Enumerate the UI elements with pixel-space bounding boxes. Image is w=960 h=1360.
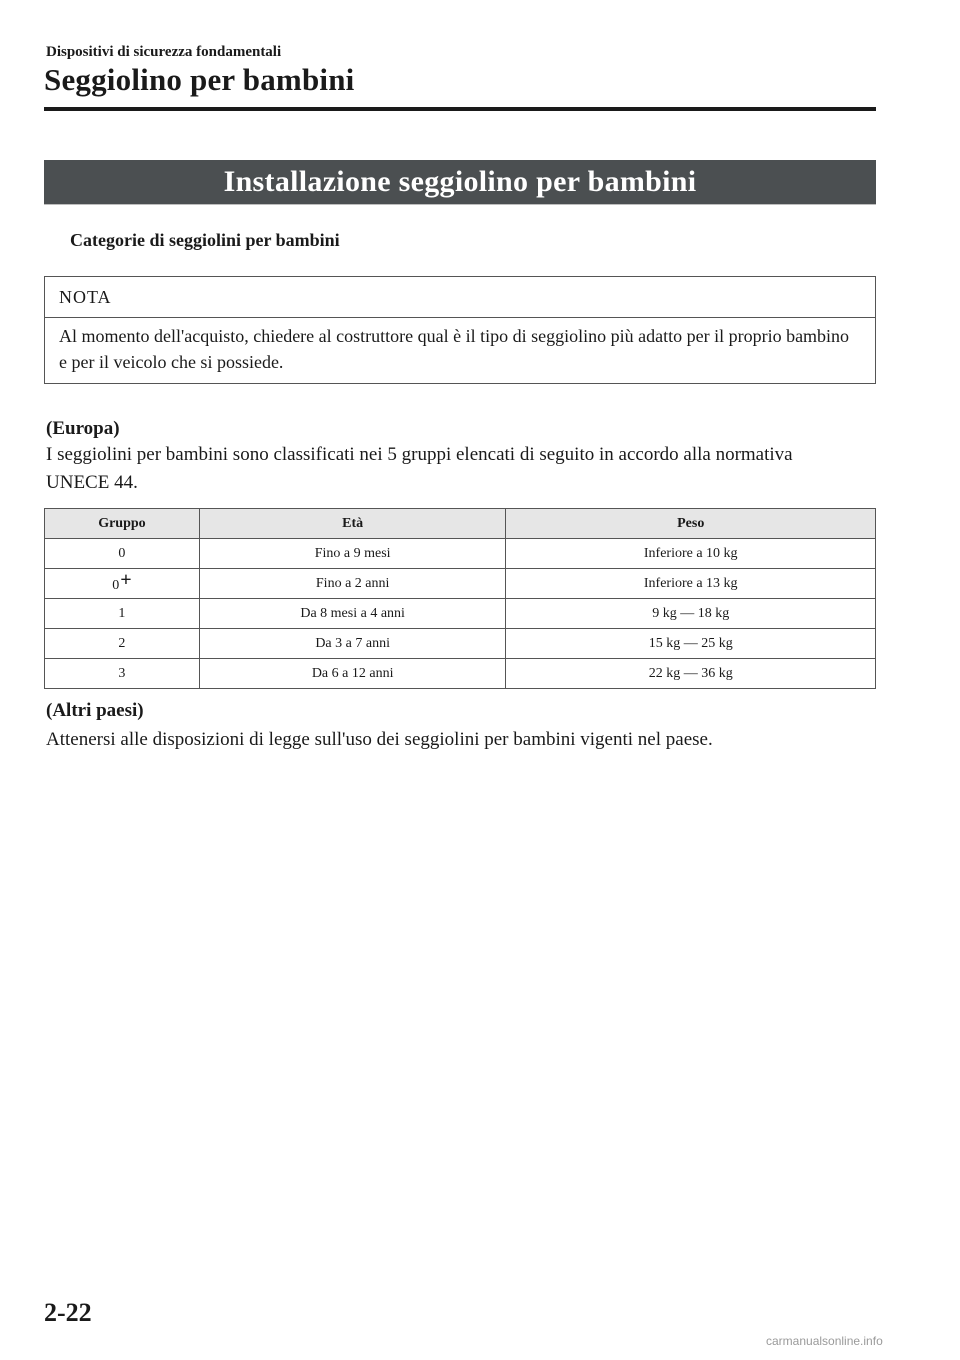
other-countries-text: Attenersi alle disposizioni di legge sull'uso dei seggiolini per bambini vigenti nel paese. (46, 729, 713, 750)
cell-gruppo: 1 (45, 599, 200, 629)
table-row (45, 599, 876, 629)
cell-eta: Fino a 2 anni (199, 569, 506, 599)
table-row (45, 569, 876, 599)
section-label: Dispositivi di sicurezza fondamentali (46, 44, 282, 60)
child-seat-groups-table (44, 508, 876, 689)
cell-eta: Fino a 9 mesi (199, 539, 506, 569)
cell-peso: Inferiore a 13 kg (506, 569, 876, 599)
page-number: 2-22 (44, 1298, 92, 1327)
table-row (45, 659, 876, 689)
note-text: Al momento dell'acquisto, chiedere al costruttore qual è il tipo di seggiolino più adatto per il proprio bambino e per il veicolo che si possiede. (59, 326, 850, 372)
cell-gruppo (45, 569, 200, 599)
note-title: NOTA (59, 287, 112, 307)
other-countries-heading: (Altri paesi) (46, 700, 144, 721)
cell-peso: Inferiore a 10 kg (506, 539, 876, 569)
table-row (45, 629, 876, 659)
subheading: Categorie di seggiolini per bambini (70, 230, 340, 250)
cell-eta: Da 8 mesi a 4 anni (199, 599, 506, 629)
cell-eta: Da 6 a 12 anni (199, 659, 506, 689)
title-rule (44, 107, 876, 111)
europe-heading: (Europa) (46, 418, 120, 439)
cell-peso: 15 kg — 25 kg (506, 629, 876, 659)
europe-text: I seggiolini per bambini sono classificati nei 5 gruppi elencati di seguito in accordo alla normativa UNECE 44. (46, 444, 793, 493)
section-banner (44, 160, 876, 205)
plus-icon: + (120, 569, 132, 591)
cell-peso: 9 kg — 18 kg (506, 599, 876, 629)
column-header-eta: Età (199, 509, 506, 539)
note-divider (45, 317, 875, 318)
page-title: Seggiolino per bambini (44, 62, 355, 97)
banner-title: Installazione seggiolino per bambini (223, 165, 697, 198)
cell-gruppo: 3 (45, 659, 200, 689)
cell-peso: 22 kg — 36 kg (506, 659, 876, 689)
note-box (44, 276, 876, 384)
table-header-row (45, 509, 876, 539)
table-row (45, 539, 876, 569)
cell-gruppo: 2 (45, 629, 200, 659)
cell-gruppo: 0 (45, 539, 200, 569)
column-header-peso: Peso (506, 509, 876, 539)
watermark: carmanualsonline.info (766, 1334, 883, 1348)
cell-gruppo-number: 0 (112, 578, 120, 593)
cell-eta: Da 3 a 7 anni (199, 629, 506, 659)
column-header-gruppo: Gruppo (45, 509, 200, 539)
